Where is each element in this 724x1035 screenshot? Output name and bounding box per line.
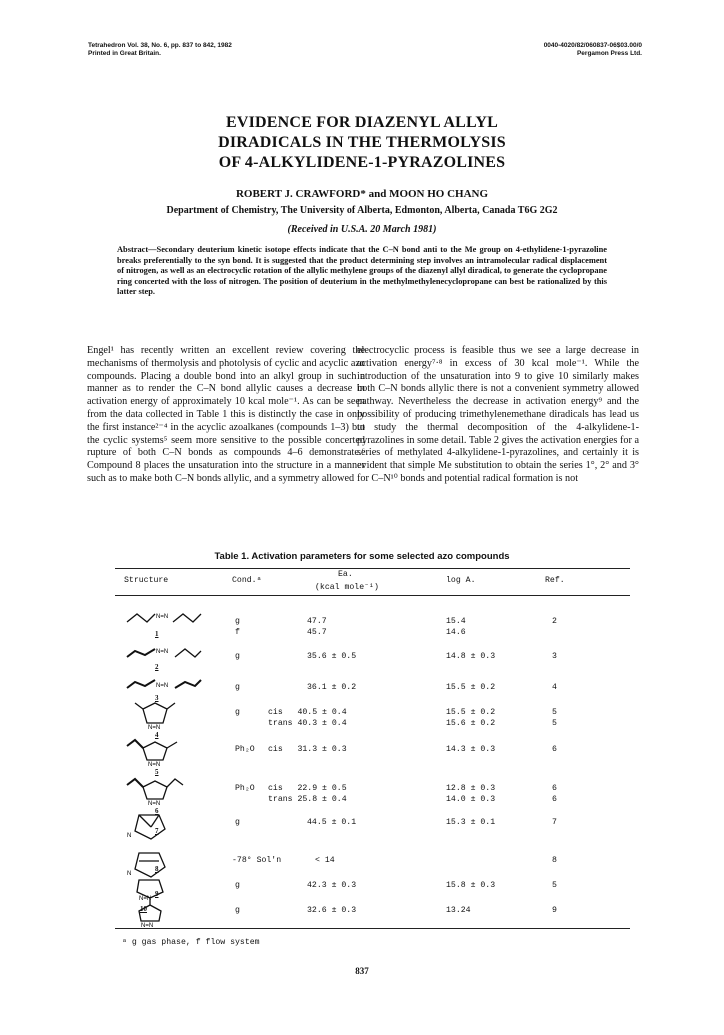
compound-number: 1: [155, 630, 159, 638]
ea-cell: 36.1 ± 0.2: [307, 683, 357, 692]
title-line-3: OF 4-ALKYLIDENE-1-PYRAZOLINES: [218, 154, 506, 171]
cond-cell: g: [235, 881, 240, 890]
table-header-rule: [115, 595, 630, 596]
structure-diagram: [125, 809, 205, 846]
ea-cell: 47.7 45.7: [307, 617, 327, 637]
ea-cell: 44.5 ± 0.1: [307, 818, 357, 827]
header-ea: Ea.: [338, 570, 353, 579]
loga-cell: 15.5 ± 0.2 15.6 ± 0.2: [446, 708, 496, 728]
table-caption: Table 1. Activation parameters for some selected azo compounds: [214, 551, 510, 562]
ea-cell: cis 22.9 ± 0.5 trans 25.8 ± 0.4: [268, 784, 347, 804]
ea-cell: cis 31.3 ± 0.3: [268, 745, 347, 754]
page-number: 837: [355, 966, 369, 976]
compound-number: 2: [155, 663, 159, 671]
table-footnote: ᵃ g gas phase, f flow system: [122, 938, 260, 947]
ea-cell: 42.3 ± 0.3: [307, 881, 357, 890]
compound-number: 10: [140, 905, 147, 913]
cond-cell: g: [235, 906, 240, 915]
loga-cell: 13.24: [446, 906, 471, 915]
ref-cell: 5: [552, 881, 557, 890]
received-date: (Received in U.S.A. 20 March 1981): [287, 224, 437, 235]
body-column-left: Engel¹ has recently written an excellent review covering the mechanisms of thermolysis and photolysis of cyclic and acyclic azo compounds. Placing a double bond into an alkyl group in such a manner as to render the C–N bond allylic causes a decrease in activation energy of approximately 10 kcal mole⁻¹. As can be seen from the data collected in Table 1 this is distinctly the case in only the first instance²⁻⁴ in the acyclic azoalkanes (compounds 1–3) but the cyclic systems⁵ seem more sensitive to the possible concerted rupture of both C–N bonds as compounds 4–6 demonstrate.⁶ Compound 8 places the unsaturation into the structure in a manner such as to make both C–N bonds allylic, and a symmetry allowed: [87, 345, 365, 484]
journal-citation: [88, 42, 232, 58]
cond-cell: g: [235, 652, 240, 661]
loga-cell: 15.5 ± 0.2: [446, 683, 496, 692]
structure-diagram: [125, 897, 205, 930]
header-loga: log A.: [446, 576, 476, 585]
publisher-info: [544, 42, 642, 58]
loga-cell: 12.8 ± 0.3 14.0 ± 0.3: [446, 784, 496, 804]
ref-cell: 6 6: [552, 784, 557, 804]
title-line-1: EVIDENCE FOR DIAZENYL ALLYL: [226, 114, 498, 131]
journal-line: Tetrahedron Vol. 38, No. 6, pp. 837 to 842, 1982: [88, 42, 232, 49]
structure-diagram: [125, 674, 205, 697]
ea-cell: cis 40.5 ± 0.4 trans 40.3 ± 0.4: [268, 708, 347, 728]
compound-number: 9: [155, 890, 159, 898]
table-top-rule: [115, 568, 630, 569]
ea-cell: 32.6 ± 0.3: [307, 906, 357, 915]
abstract: Abstract—Secondary deuterium kinetic isotope effects indicate that the C–N bond anti to the Me group on 4-ethylidene-1-pyrazoline breaks preferentially to the syn bond. It is suggested that the product determining step involves an intramolecular radical displacement of nitrogen, as well as an electrocyclic rotation of the allylic methylene groups of the diazenyl allyl diradical, to generate the cyclopropane ring concerted with the loss of nitrogen. The position of deuterium in the methylmethylenecyclopropane can best be rationalized by this latter step.: [117, 245, 607, 297]
compound-number: 6: [155, 807, 159, 815]
compound-number: 5: [155, 768, 159, 776]
header-cond: Cond.ᵃ: [232, 576, 262, 585]
ea-cell: < 14: [315, 856, 335, 865]
cond-cell: g: [235, 708, 240, 717]
title-line-2: DIRADICALS IN THE THERMOLYSIS: [218, 134, 506, 151]
loga-cell: 14.8 ± 0.3: [446, 652, 496, 661]
cond-cell: g: [235, 818, 240, 827]
header-ref: Ref.: [545, 576, 565, 585]
svg-text:N=N: N=N: [141, 923, 154, 927]
doi-code: 0040-4020/82/060837-06$03.00/0: [543, 42, 642, 49]
compound-number: 4: [155, 731, 159, 739]
ref-cell: 3: [552, 652, 557, 661]
svg-text:N=N: N=N: [148, 801, 161, 807]
cond-cell: g: [235, 683, 240, 692]
structure-diagram: [125, 736, 205, 771]
cond-cell: g f: [235, 617, 240, 637]
publisher-name: Pergamon Press Ltd.: [576, 50, 642, 57]
ref-cell: 5 5: [552, 708, 557, 728]
cond-cell: -78° Sol'n: [232, 856, 282, 865]
ea-cell: 35.6 ± 0.5: [307, 652, 357, 661]
printed-line: Printed in Great Britain.: [88, 50, 161, 57]
svg-text:N=N: N=N: [148, 725, 161, 731]
svg-text:N=N: N=N: [156, 614, 169, 620]
ref-cell: 9: [552, 906, 557, 915]
structure-diagram: [125, 699, 205, 734]
structure-diagram: [125, 643, 205, 666]
header-structure: Structure: [124, 576, 169, 585]
loga-cell: 15.4 14.6: [446, 617, 466, 637]
table-bottom-rule: [115, 928, 630, 929]
svg-text:N: N: [127, 833, 132, 839]
affiliation: Department of Chemistry, The University of Alberta, Edmonton, Alberta, Canada T6G 2G2: [166, 205, 558, 216]
header-ea-units: (kcal mole⁻¹): [315, 583, 379, 592]
loga-cell: 15.8 ± 0.3: [446, 881, 496, 890]
cond-cell: Ph₂O: [235, 784, 255, 793]
ref-cell: 8: [552, 856, 557, 865]
svg-text:N=N: N=N: [156, 683, 169, 689]
structure-diagram: [125, 775, 205, 810]
compound-number: 8: [155, 865, 159, 873]
compound-number: 7: [155, 827, 159, 835]
paper-title: [0, 113, 724, 173]
ref-cell: 2: [552, 617, 557, 626]
structure-diagram: [125, 608, 205, 631]
ref-cell: 4: [552, 683, 557, 692]
ref-cell: 6: [552, 745, 557, 754]
authors: ROBERT J. CRAWFORD* and MOON HO CHANG: [235, 188, 489, 200]
cond-cell: Ph₂O: [235, 745, 255, 754]
loga-cell: 15.3 ± 0.1: [446, 818, 496, 827]
svg-text:N: N: [127, 871, 132, 877]
svg-text:N=N: N=N: [139, 896, 152, 902]
svg-text:N=N: N=N: [156, 649, 169, 655]
ref-cell: 7: [552, 818, 557, 827]
body-column-right: electrocyclic process is feasible thus we see a large decrease in activation energy⁷·⁸ in excess of 30 kcal mole⁻¹. While the introduction of the unsaturation into 9 to give 10 similarly makes both C–N bonds allylic there is not a convenient symmetry allowed pathway. Nevertheless the decrease in activation energy⁹ and the possibility of producing trimethylenemethane diradicals has lead us to study the thermal decomposition of the 4-alkylidene-1-pyrazolines in some detail. Table 2 gives the activation energies for a series of methylated 4-alkylidene-1-pyrazolines, and certainly it is evident that simple Me substitution to obtain the series 1°, 2° and 3° for C–N¹⁰ bonds and potential radical formation is not: [357, 345, 639, 484]
svg-text:N=N: N=N: [148, 762, 161, 768]
loga-cell: 14.3 ± 0.3: [446, 745, 496, 754]
compound-number: 3: [155, 694, 159, 702]
